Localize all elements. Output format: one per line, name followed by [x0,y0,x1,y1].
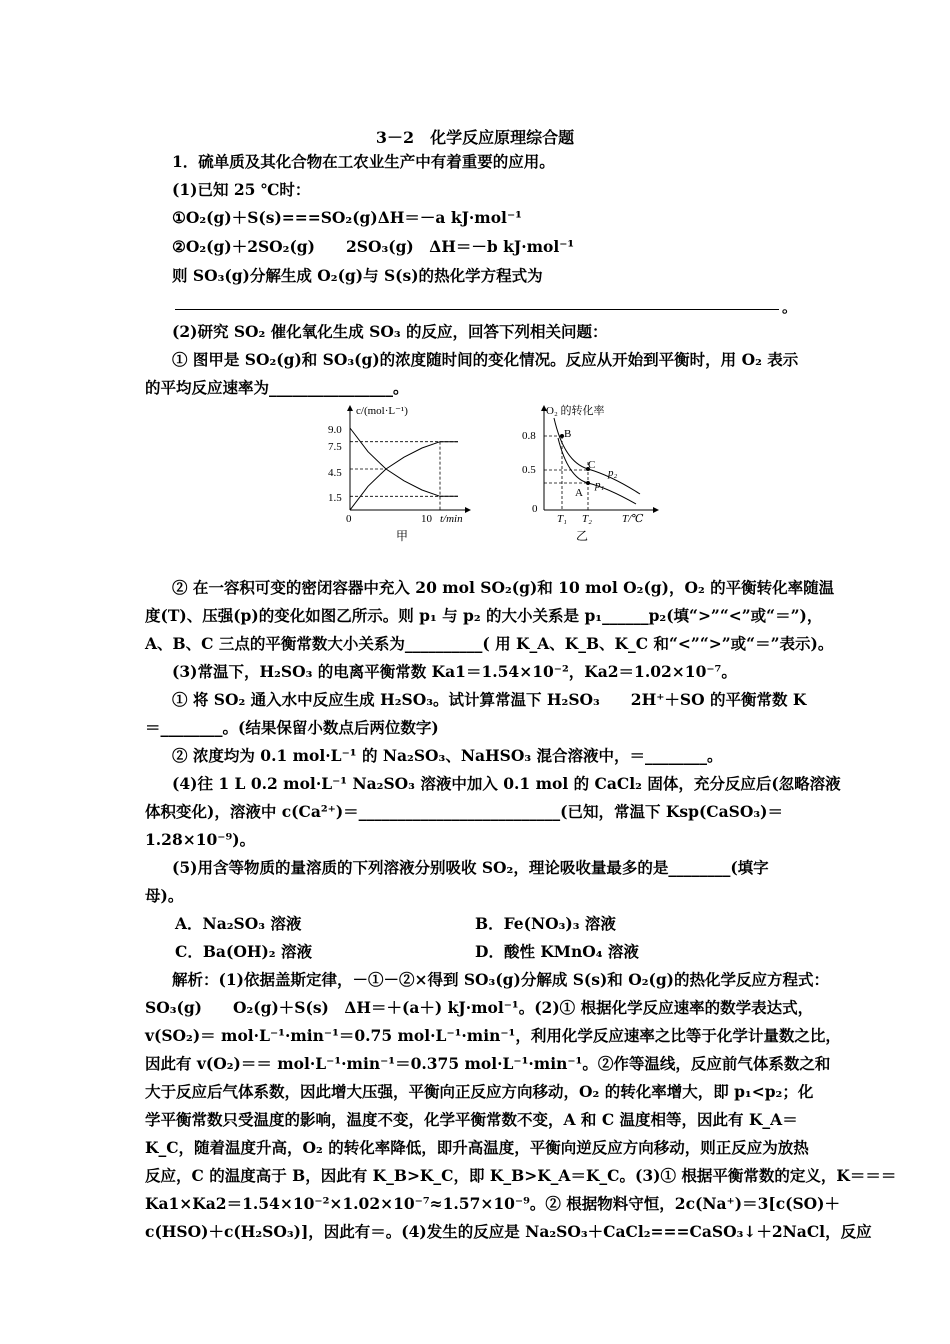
q1-part4-line1: (4)往 1 L 0.2 mol·L⁻¹ Na₂SO₃ 溶液中加入 0.1 mol 的 CaCl₂ 固体，充分反应后(忽略溶液 [172,774,841,793]
analysis-line-5: 大于反应后气体系数，因此增大压强，平衡向正反应方向移动，O₂ 的转化率增大，即 p₁<p₂；化 [145,1082,814,1101]
page-title: 3－2 化学反应原理综合题 [375,128,575,147]
chart-jia-ytick: 4.5 [328,467,342,479]
chart-yi-point-label-c: C [588,459,596,471]
q1-part5-line2: 母)。 [145,886,184,905]
option-a: A．Na₂SO₃ 溶液 [175,914,302,933]
chart-jia-series-so3 [350,442,458,510]
q1-part4-line3: 1.28×10⁻⁹)。 [145,830,256,849]
chart-jia-ytick: 1.5 [328,492,342,504]
analysis-line-2: SO₃(g) O₂(g)＋S(s) ΔH＝＋(a＋) kJ·mol⁻¹。(2)① 根据化学反应速率的数学表达式， [145,998,814,1017]
analysis-line-6: 学平衡常数只受温度的影响，温度不变，化学平衡常数不变，A 和 C 温度相等，因此有 K_A＝ [145,1110,798,1129]
chart-yi-xtick: T₂ [582,513,592,525]
chart-yi-xtick: T₁ [557,513,567,525]
chart-yi-xlabel: T/℃ [622,513,644,525]
q1-part3-sub2: ② 浓度均为 0.1 mol·L⁻¹ 的 Na₂SO₃、NaHSO₃ 混合溶液中，＝________。 [172,746,723,765]
chart-yi-series-label-p1: p₁ [595,479,605,491]
analysis-line-10: c(HSO)＋c(H₂SO₃)]，因此有＝。(4)发生的反应是 Na₂SO₃＋CaCl₂===CaSO₃↓＋2NaCl，反应 [145,1222,872,1241]
chart-yi-ylabel: O₂ 的转化率 [546,405,605,417]
q1-part5-line1: (5)用含等物质的量溶质的下列溶液分别吸收 SO₂，理论吸收量最多的是________(填字 [172,858,769,877]
q1-part1-question: 则 SO₃(g)分解生成 O₂(g)与 S(s)的热化学方程式为 [172,266,543,285]
answer-line-period: 。 [782,298,798,316]
chart-jia-ytick: 7.5 [328,441,342,453]
q1-part4-line2: 体积变化)，溶液中 c(Ca²⁺)＝__________________________(已知，常温下 Ksp(CaSO₃)＝ [145,802,783,821]
chart-yi-series-label-p2: p₂ [608,467,618,479]
analysis-line-4: 因此有 v(O₂)＝＝ mol·L⁻¹·min⁻¹＝0.375 mol·L⁻¹·min⁻¹。②作等温线，反应前气体系数之和 [145,1054,831,1073]
chart-yi [518,400,668,550]
analysis-line-7: K_C，随着温度升高，O₂ 的转化率降低，即升高温度，平衡向逆反应方向移动，则正反应为放热 [145,1138,809,1157]
q1-part3-sub1-line2: ＝________。(结果保留小数点后两位数字) [145,718,439,737]
q1-part2-sub2-line2: 度(T)、压强(p)的变化如图乙所示。则 p₁ 与 p₂ 的大小关系是 p₁______p₂(填“>”“<”或“＝”)， [145,606,823,625]
chart-yi-ytick: 0.8 [522,430,536,442]
chart-yi-point-a [586,481,590,485]
chart-jia-ylabel: c/(mol·L⁻¹) [356,405,408,417]
chart-yi-point-label-a: A [575,487,583,499]
option-d: D．酸性 KMnO₄ 溶液 [475,942,639,961]
chart-yi-series-p1 [558,438,636,504]
chart-yi-ytick: 0.5 [522,464,536,476]
analysis-line-9: Ka1×Ka2＝1.54×10⁻²×1.02×10⁻⁷≈1.57×10⁻⁹。② 根据物料守恒，2c(Na⁺)＝3[c(SO)＋ [145,1194,840,1213]
chart-jia-series-so2 [350,428,458,496]
option-c: C．Ba(OH)₂ 溶液 [175,942,312,961]
chart-jia-caption: 甲 [396,529,409,543]
option-b: B．Fe(NO₃)₃ 溶液 [475,914,616,933]
reaction-2: ②O₂(g)＋2SO₂(g) 2SO₃(g) ΔH＝－b kJ·mol⁻¹ [172,237,575,256]
chart-jia-xlabel: t/min [440,513,463,525]
reaction-1: ①O₂(g)＋S(s)===SO₂(g)ΔH＝－a kJ·mol⁻¹ [172,208,522,227]
chart-yi-ytick: 0 [532,503,538,515]
q1-part2-sub1-line1: ① 图甲是 SO₂(g)和 SO₃(g)的浓度随时间的变化情况。反应从开始到平衡时，用 O₂ 表示 [172,350,799,369]
q1-part2-sub2-line1: ② 在一容积可变的密闭容器中充入 20 mol SO₂(g)和 10 mol O₂(g)，O₂ 的平衡转化率随温 [172,578,835,597]
question-1-intro: 1．硫单质及其化合物在工农业生产中有着重要的应用。 [172,152,555,171]
chart-yi-caption: 乙 [576,529,589,543]
chart-jia-xtick: 10 [421,513,432,525]
q1-part1-condition: (1)已知 25 ℃时： [172,180,311,199]
q1-part2-sub2-line3: A、B、C 三点的平衡常数大小关系为__________( 用 K_A、K_B、K_C 和“<”“>”或“＝”表示)。 [145,634,834,653]
analysis-line-3: v(SO₂)＝ mol·L⁻¹·min⁻¹＝0.75 mol·L⁻¹·min⁻¹，利用化学反应速率之比等于化学计量数之比， [145,1026,841,1045]
analysis-line-1: 解析：(1)依据盖斯定律，－①－②×得到 SO₃(g)分解成 S(s)和 O₂(g)的热化学反应方程式： [172,970,830,989]
chart-jia-xtick: 0 [346,513,352,525]
chart-yi-point-label-b: B [564,428,572,440]
chart-jia-ytick: 9.0 [328,424,342,436]
q1-part3-sub1-line1: ① 将 SO₂ 通入水中反应生成 H₂SO₃。试计算常温下 H₂SO₃ 2H⁺＋SO 的平衡常数 K [172,690,807,709]
answer-blank-line [175,309,779,310]
q1-part2-sub1-line2: 的平均反应速率为________________。 [145,378,409,397]
analysis-line-8: 反应，C 的温度高于 B，因此有 K_B>K_C，即 K_B>K_A＝K_C。(3)① 根据平衡常数的定义，K＝＝＝ [145,1166,897,1185]
chart-jia [320,400,490,550]
q1-part3-intro: (3)常温下，H₂SO₃ 的电离平衡常数 Ka1＝1.54×10⁻²，Ka2＝1.02×10⁻⁷。 [172,662,737,681]
q1-part2-intro: (2)研究 SO₂ 催化氧化生成 SO₃ 的反应，回答下列相关问题： [172,322,608,341]
